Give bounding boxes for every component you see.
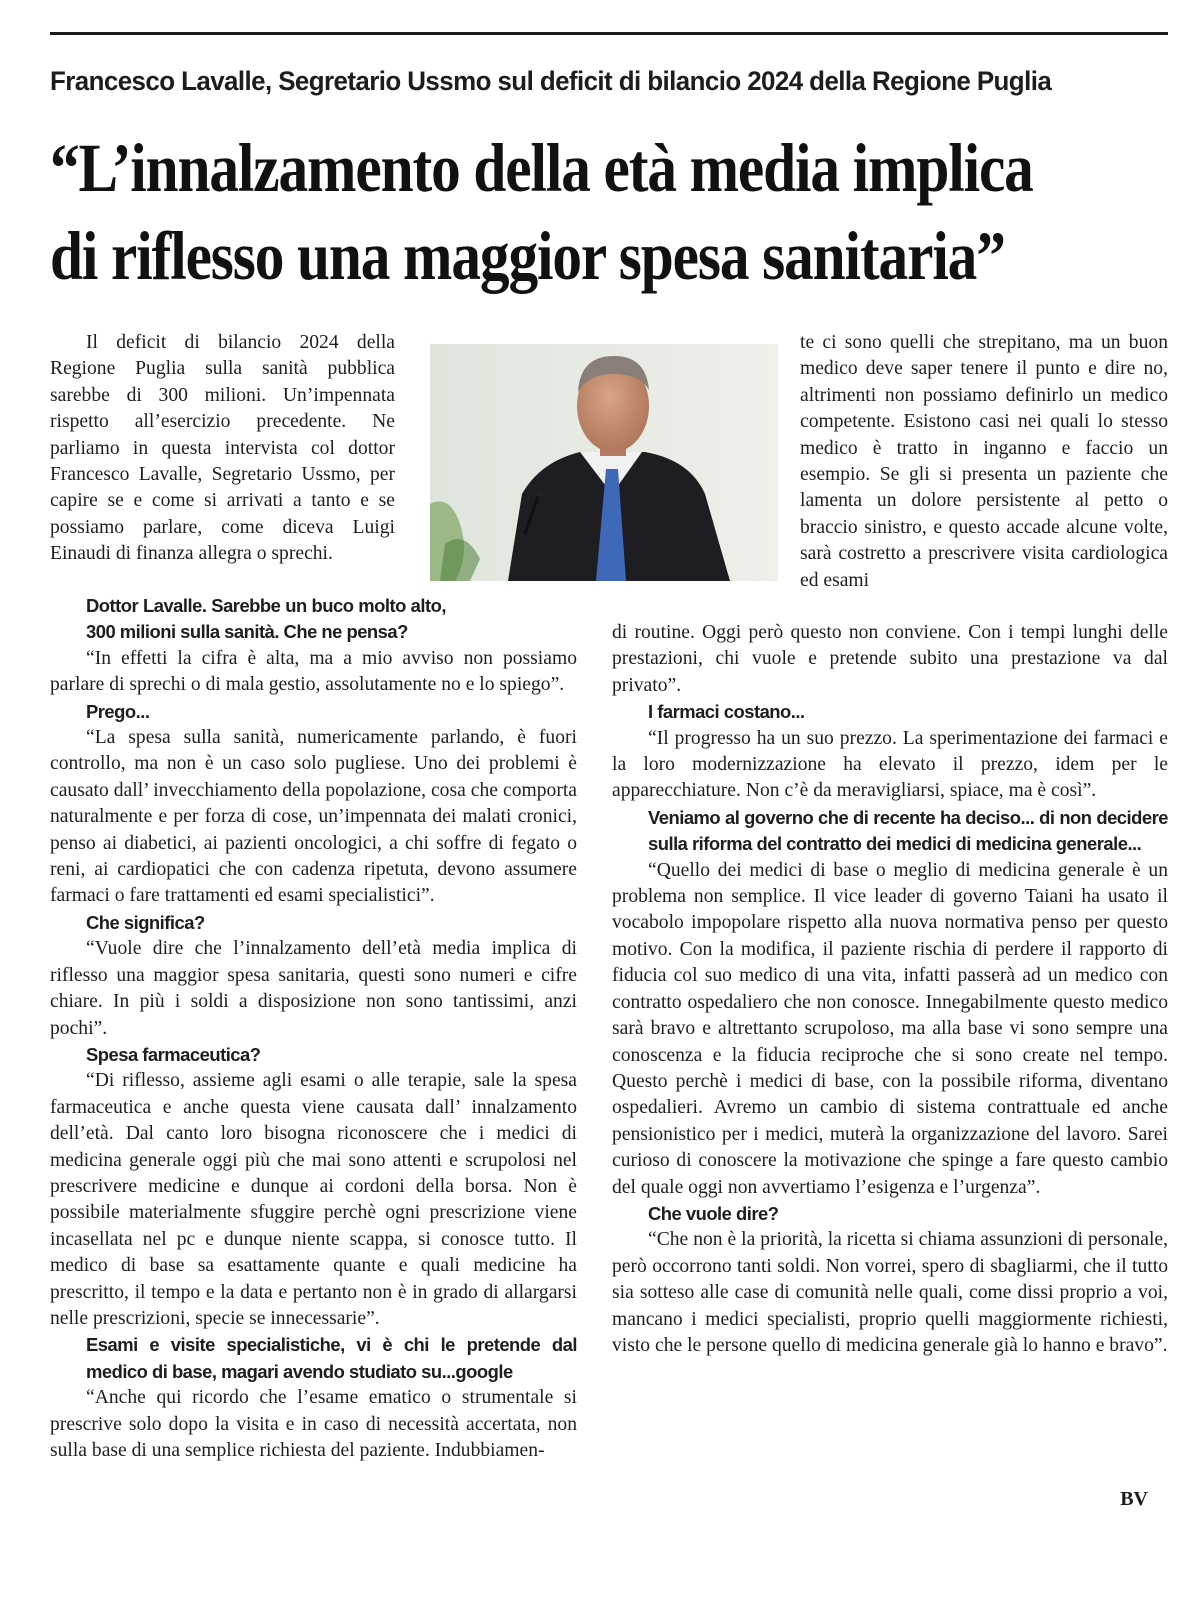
question: Prego...	[86, 700, 150, 722]
author-signature: BV	[1120, 1488, 1148, 1510]
top-rule	[50, 32, 1168, 35]
answer: “Di riflesso, assieme agli esami o alle terapie, sale la spesa farmaceutica e anche questa viene causata dall’ innalzamento dell’età. Dal canto loro bisogna riconoscere che i medici di medicina generale oggi più che mai sono attenti e scrupolosi nel prescrivere medicine e dunque ai cordoni della borsa. Non è possibile materialmente sfuggire perchè ogni prescrizione viene incasellata nel pc e dunque niente scappa, si conosce tutto. Il medico di base sa esattamente quante e quali medicine ha prescritto, il tempo e la data e pertanto non è in grado di allargarsi nelle prescrizioni, specie se innecessarie”.	[50, 1070, 577, 1329]
intro-paragraph: Il deficit di bilancio 2024 della Regione Puglia sulla sanità pubblica sarebbe di 300 milioni. Un’impennata rispetto all’esercizio precedente. Ne parliamo in questa intervista col dottor Francesco Lavalle, Segretario Ussmo, per capire se e come si arrivati a tanto e se possiamo parlare, come diceva Luigi Einaudi di finanza allegra o sprechi.	[50, 332, 395, 565]
headline	[50, 124, 1168, 300]
headline-line-1: “L’innalzamento della età media implica	[50, 130, 1033, 206]
question: Che significa?	[86, 911, 205, 933]
answer-continued: di routine. Oggi però questo non conviene. Con i tempi lunghi delle prestazioni, chi vuole e pretende subito una prestazione va dal privato”.	[612, 622, 1168, 696]
answer: “La spesa sulla sanità, numericamente parlando, è fuori controllo, ma non è un caso solo pugliese. Uno dei problemi è causato dall’ invecchiamento della popolazione, cosa che comporta naturalmente e per forza di cose, un’impennata dei malati cronici, penso ai diabetici, ai pazienti oncologici, a chi soffre di fegato o reni, ai cardiopatici che con cadenza ripetuta, devono assumere farmaci o fare trattamenti ed esami specialistici”.	[50, 727, 577, 907]
answer: “Vuole dire che l’innalzamento dell’età media implica di riflesso una maggior spesa sanitaria, questi sono numeri e cifre chiare. In più i soldi a disposizione non sono tantissimi, anzi pochi”.	[50, 938, 577, 1039]
answer: “Quello dei medici di base o meglio di medicina generale è un problema non semplice. Il vice leader di governo Taiani ha usato il vocabolo impopolare rispetto alla nuova normativa penso per questo motivo. Con la modifica, il paziente rischia di perdere il rapporto di fiducia col suo medico di una vita, infatti passerà ad un medico con contratto ospedaliero che non conosce. Innegabilmente questo medico sarà bravo e altrettanto scrupoloso, ma alla base vi sono sempre una conoscenza e la fiducia reciproche che si sono create nel tempo. Questo perchè i medici di base, con la possibile riforma, diventano ospedalieri. Avremo un cambio di sistema contrattuale ed anche pensionistico per i medici, muterà la organizzazione del lavoro. Sarei curioso di conoscere la motivazione che spinge a fare questo cambio del quale oggi non avvertiamo l’esigenza e l’urgenza”.	[612, 859, 1168, 1198]
column-right	[612, 620, 1168, 1359]
headline-line-2: di riflesso una maggior spesa sanitaria”	[50, 218, 1005, 294]
column-left-full	[50, 593, 577, 1464]
column-right-top	[800, 330, 1168, 594]
answer: “Il progresso ha un suo prezzo. La sperimentazione dei farmaci e la loro modernizzazione ha elevato il prezzo, idem per le apparecchiature. Non c’è da meravigliarsi, spiace, ma è così”.	[612, 727, 1168, 802]
answer: “Che non è la priorità, la ricetta si chiama assunzioni di personale, però occorrono tanti soldi. Non vorrei, spero di sbagliarmi, che il tutto sia sotteso alle case di comunità nelle quali, come dissi proprio a voi, mancano i medici specialisti, proprio quelli maggiormente richiesti, visto che le persone quello di medicina generale già lo hanno e bravo”.	[612, 1229, 1168, 1356]
question: Spesa farmaceutica?	[86, 1043, 261, 1065]
kicker: Francesco Lavalle, Segretario Ussmo sul deficit di bilancio 2024 della Regione Puglia	[50, 66, 1052, 96]
portrait-photo	[430, 344, 778, 581]
question: Che vuole dire?	[648, 1202, 779, 1224]
question: Veniamo al governo che di recente ha deciso... di non decidere sulla riforma del contratto dei medici di medicina generale...	[648, 806, 1168, 855]
answer: “Anche qui ricordo che l’esame ematico o strumentale si prescrive solo dopo la visita e in caso di necessità accertata, non sulla base di una semplice richiesta del paziente. Indubbiamen-	[50, 1387, 577, 1461]
question: Dottor Lavalle. Sarebbe un buco molto alto, 300 milioni sulla sanità. Che ne pensa?	[86, 595, 446, 643]
answer-continued: te ci sono quelli che strepitano, ma un buon medico deve saper tenere il punto e dire no, altrimenti non possiamo definirlo un medico competente. Esistono casi nei quali lo stesso medico è tratto in inganno e faccio un esempio. Se gli si presenta un paziente che lamenta un dolore persistente al petto o braccio sinistro, e questo accade alcune volte, sarà costretto a prescrivere visita cardiologica ed esami	[800, 332, 1168, 591]
column-left	[50, 330, 395, 568]
answer: “In effetti la cifra è alta, ma a mio avviso non possiamo parlare di sprechi o di mala gestio, assolutamente no e lo spiego”.	[50, 647, 577, 696]
question: Esami e visite specialistiche, vi è chi le pretende dal medico di base, magari avendo studiato su...google	[86, 1334, 577, 1382]
question: I farmaci costano...	[648, 701, 805, 723]
